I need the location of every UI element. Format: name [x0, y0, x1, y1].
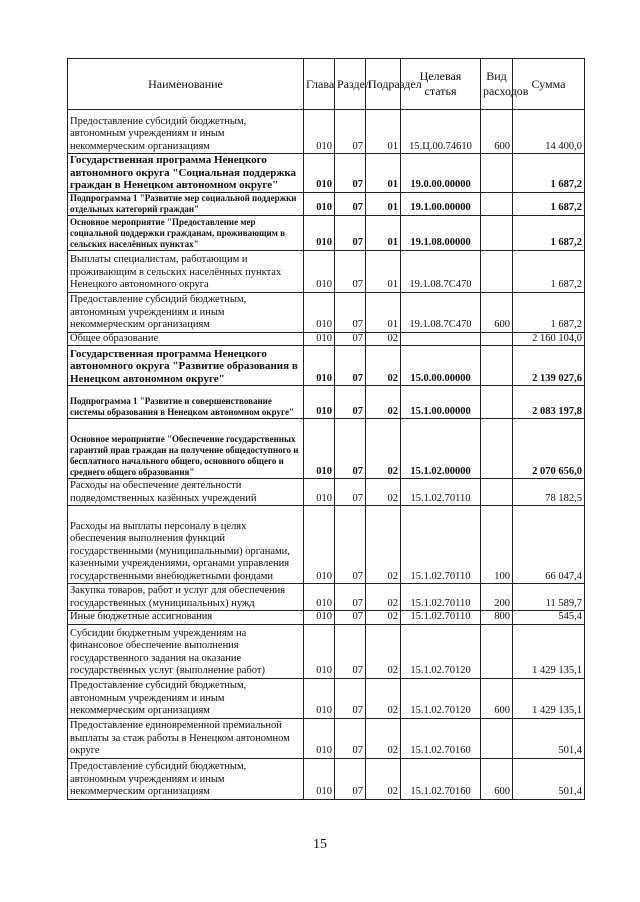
row-sum: 1 687,2	[513, 292, 585, 332]
row-sum: 11 589,7	[513, 584, 585, 611]
row-section: 07	[335, 624, 366, 678]
row-subsection: 01	[366, 215, 401, 250]
row-section: 07	[335, 506, 366, 584]
row-sum: 2 083 197,8	[513, 386, 585, 419]
row-subsection: 01	[366, 292, 401, 332]
table-row	[68, 332, 585, 346]
row-chapter: 010	[304, 479, 335, 506]
row-chapter: 010	[304, 332, 335, 346]
row-sum: 501,4	[513, 758, 585, 799]
row-sum: 2 070 656,0	[513, 419, 585, 479]
row-chapter: 010	[304, 110, 335, 154]
row-sum: 545,4	[513, 611, 585, 625]
row-section: 07	[335, 154, 366, 193]
header-subsection: Подраздел	[366, 59, 401, 110]
row-section: 07	[335, 678, 366, 718]
row-expense-type	[481, 346, 513, 386]
row-section: 07	[335, 292, 366, 332]
row-target-article	[401, 332, 481, 346]
row-sum: 1 687,2	[513, 192, 585, 215]
row-subsection: 02	[366, 506, 401, 584]
header-row	[68, 59, 585, 110]
row-target-article: 15.1.02.70110	[401, 584, 481, 611]
row-name: Предоставление единовременной премиальной выплаты за стаж работы в Ненецком автономном округе	[68, 718, 304, 758]
row-expense-type: 800	[481, 611, 513, 625]
row-expense-type: 600	[481, 292, 513, 332]
row-expense-type	[481, 192, 513, 215]
row-section: 07	[335, 215, 366, 250]
table-row	[68, 250, 585, 292]
row-section: 07	[335, 192, 366, 215]
row-target-article: 15.1.02.00000	[401, 419, 481, 479]
row-chapter: 010	[304, 611, 335, 625]
table-row	[68, 110, 585, 154]
row-name: Предоставление субсидий бюджетным, автономным учреждениям и иным некоммерческим организациям	[68, 110, 304, 154]
table-row	[68, 292, 585, 332]
row-name: Государственная программа Ненецкого автономного округа "Развитие образования в Ненецком автономном округе"	[68, 346, 304, 386]
table-row	[68, 346, 585, 386]
row-expense-type	[481, 215, 513, 250]
row-name: Иные бюджетные ассигнования	[68, 611, 304, 625]
header-sum: Сумма	[513, 59, 585, 110]
header-section: Раздел	[335, 59, 366, 110]
row-name: Предоставление субсидий бюджетным, автономным учреждениям и иным некоммерческим организациям	[68, 758, 304, 799]
row-expense-type	[481, 154, 513, 193]
row-target-article: 19.1.08.00000	[401, 215, 481, 250]
row-target-article: 15.Ц.00.74610	[401, 110, 481, 154]
row-name: Основное мероприятие "Обеспечение государственных гарантий прав граждан на получение общедоступного и бесплатного начального общего, основного общего и среднего общего образования"	[68, 419, 304, 479]
row-chapter: 010	[304, 154, 335, 193]
row-subsection: 02	[366, 718, 401, 758]
row-chapter: 010	[304, 624, 335, 678]
row-expense-type	[481, 479, 513, 506]
row-name: Основное мероприятие "Предоставление мер социальной поддержки гражданам, проживающим в сельских населённых пунктах"	[68, 215, 304, 250]
row-target-article: 15.1.02.70120	[401, 678, 481, 718]
row-chapter: 010	[304, 292, 335, 332]
row-expense-type	[481, 419, 513, 479]
row-expense-type	[481, 332, 513, 346]
row-subsection: 02	[366, 624, 401, 678]
row-chapter: 010	[304, 584, 335, 611]
row-name: Общее образование	[68, 332, 304, 346]
row-target-article: 15.1.00.00000	[401, 386, 481, 419]
row-sum: 14 400,0	[513, 110, 585, 154]
table-row	[68, 506, 585, 584]
row-section: 07	[335, 250, 366, 292]
row-chapter: 010	[304, 346, 335, 386]
row-sum: 2 139 027,6	[513, 346, 585, 386]
table-row	[68, 624, 585, 678]
row-target-article: 19.1.08.7С470	[401, 292, 481, 332]
row-target-article: 15.0.00.00000	[401, 346, 481, 386]
row-expense-type: 100	[481, 506, 513, 584]
row-subsection: 01	[366, 250, 401, 292]
row-target-article: 15.1.02.70120	[401, 624, 481, 678]
row-name: Предоставление субсидий бюджетным, автономным учреждениям и иным некоммерческим организациям	[68, 678, 304, 718]
row-name: Расходы на обеспечение деятельности подведомственных казённых учреждений	[68, 479, 304, 506]
row-target-article: 15.1.02.70110	[401, 479, 481, 506]
row-section: 07	[335, 110, 366, 154]
row-name: Закупка товаров, работ и услуг для обеспечения государственных (муниципальных) нужд	[68, 584, 304, 611]
row-subsection: 02	[366, 584, 401, 611]
row-subsection: 02	[366, 678, 401, 718]
table-row	[68, 678, 585, 718]
row-subsection: 02	[366, 386, 401, 419]
table-body	[68, 110, 585, 800]
row-subsection: 01	[366, 154, 401, 193]
row-expense-type	[481, 624, 513, 678]
row-section: 07	[335, 611, 366, 625]
row-sum: 1 687,2	[513, 215, 585, 250]
table-row	[68, 611, 585, 625]
row-section: 07	[335, 718, 366, 758]
row-section: 07	[335, 479, 366, 506]
table-row	[68, 386, 585, 419]
row-target-article: 15.1.02.70110	[401, 611, 481, 625]
budget-table	[67, 58, 585, 800]
header-chapter: Глава	[304, 59, 335, 110]
row-chapter: 010	[304, 678, 335, 718]
row-chapter: 010	[304, 192, 335, 215]
row-expense-type	[481, 386, 513, 419]
row-subsection: 02	[366, 419, 401, 479]
row-name: Подпрограмма 1 "Развитие мер социальной поддержки отдельных категорий граждан"	[68, 192, 304, 215]
row-name: Предоставление субсидий бюджетным, автономным учреждениям и иным некоммерческим организациям	[68, 292, 304, 332]
row-target-article: 15.1.02.70110	[401, 506, 481, 584]
row-sum: 1 687,2	[513, 250, 585, 292]
table-row	[68, 419, 585, 479]
row-subsection: 02	[366, 346, 401, 386]
row-target-article: 19.0.00.00000	[401, 154, 481, 193]
header-target-article: Целевая статья	[401, 59, 481, 110]
row-subsection: 02	[366, 758, 401, 799]
row-sum: 1 429 135,1	[513, 624, 585, 678]
row-expense-type: 600	[481, 678, 513, 718]
row-subsection: 01	[366, 192, 401, 215]
row-chapter: 010	[304, 215, 335, 250]
row-section: 07	[335, 386, 366, 419]
row-sum: 1 429 135,1	[513, 678, 585, 718]
row-name: Государственная программа Ненецкого автономного округа "Социальная поддержка граждан в Ненецком автономном округе"	[68, 154, 304, 193]
row-expense-type	[481, 718, 513, 758]
table-row	[68, 215, 585, 250]
row-chapter: 010	[304, 718, 335, 758]
row-subsection: 02	[366, 479, 401, 506]
header-name: Наименование	[68, 59, 304, 110]
row-target-article: 19.1.08.7С470	[401, 250, 481, 292]
row-subsection: 02	[366, 611, 401, 625]
row-expense-type: 600	[481, 758, 513, 799]
table-row	[68, 758, 585, 799]
row-subsection: 01	[366, 110, 401, 154]
row-section: 07	[335, 419, 366, 479]
row-name: Выплаты специалистам, работающим и проживающим в сельских населённых пунктах Ненецкого автономного округа	[68, 250, 304, 292]
row-name: Расходы на выплаты персоналу в целях обеспечения выполнения функций государственными (муниципальными) органами, казенными учреждениями, органами управления государственными внебюджетными фондами	[68, 506, 304, 584]
row-chapter: 010	[304, 250, 335, 292]
page-number: 15	[313, 837, 327, 852]
table-row	[68, 584, 585, 611]
row-sum: 66 047,4	[513, 506, 585, 584]
table-row	[68, 718, 585, 758]
row-sum: 2 160 104,0	[513, 332, 585, 346]
row-target-article: 15.1.02.70160	[401, 758, 481, 799]
row-target-article: 19.1.00.00000	[401, 192, 481, 215]
row-chapter: 010	[304, 758, 335, 799]
table-row	[68, 154, 585, 193]
row-expense-type: 200	[481, 584, 513, 611]
row-section: 07	[335, 584, 366, 611]
row-name: Субсидии бюджетным учреждениям на финансовое обеспечение выполнения государственного задания на оказание государственных услуг (выполнение работ)	[68, 624, 304, 678]
row-chapter: 010	[304, 419, 335, 479]
row-section: 07	[335, 346, 366, 386]
row-sum: 501,4	[513, 718, 585, 758]
row-target-article: 15.1.02.70160	[401, 718, 481, 758]
table-row	[68, 479, 585, 506]
row-sum: 1 687,2	[513, 154, 585, 193]
row-chapter: 010	[304, 506, 335, 584]
table-row	[68, 192, 585, 215]
row-section: 07	[335, 332, 366, 346]
row-sum: 78 182,5	[513, 479, 585, 506]
row-name: Подпрограмма 1 "Развитие и совершенствование системы образования в Ненецком автономном округе"	[68, 386, 304, 419]
header-expense-type: Вид расходов	[481, 59, 513, 110]
row-expense-type: 600	[481, 110, 513, 154]
row-subsection: 02	[366, 332, 401, 346]
row-chapter: 010	[304, 386, 335, 419]
row-expense-type	[481, 250, 513, 292]
row-section: 07	[335, 758, 366, 799]
